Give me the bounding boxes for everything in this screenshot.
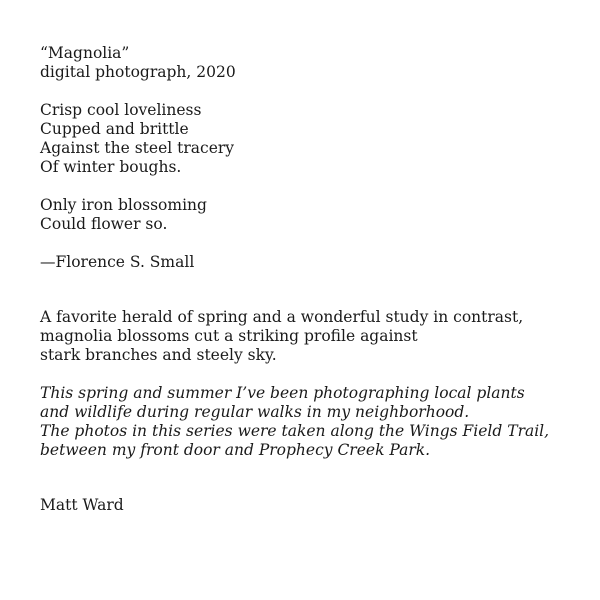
- artwork-medium: digital photograph, 2020: [40, 63, 236, 81]
- artwork-header: [40, 44, 580, 82]
- poem-attribution: —Florence S. Small: [40, 253, 195, 271]
- poem-line: Could flower so.: [40, 215, 168, 233]
- artwork-title: “Magnolia”: [40, 44, 130, 62]
- poem-line: Only iron blossoming: [40, 196, 207, 214]
- description-paragraph: [40, 308, 580, 365]
- poem-stanza-1: [40, 101, 580, 177]
- description-line: A favorite herald of spring and a wonderful study in contrast,: [40, 308, 524, 326]
- poem-line: Against the steel tracery: [40, 139, 235, 157]
- description-line: magnolia blossoms cut a striking profile against: [40, 327, 418, 345]
- artist-signature: Matt Ward: [40, 496, 124, 514]
- poem-line: Of winter boughs.: [40, 158, 182, 176]
- artwork-label: [40, 44, 580, 515]
- poem-line: Cupped and brittle: [40, 120, 189, 138]
- poem-stanza-2: [40, 196, 580, 234]
- note-line: This spring and summer I’ve been photographing local plants: [40, 384, 525, 402]
- artist-note: [40, 384, 580, 460]
- note-line: and wildlife during regular walks in my neighborhood.: [40, 403, 470, 421]
- poem-line: Crisp cool loveliness: [40, 101, 202, 119]
- note-line: between my front door and Prophecy Creek Park.: [40, 441, 431, 459]
- note-line: The photos in this series were taken along the Wings Field Trail,: [40, 422, 550, 440]
- description-line: stark branches and steely sky.: [40, 346, 277, 364]
